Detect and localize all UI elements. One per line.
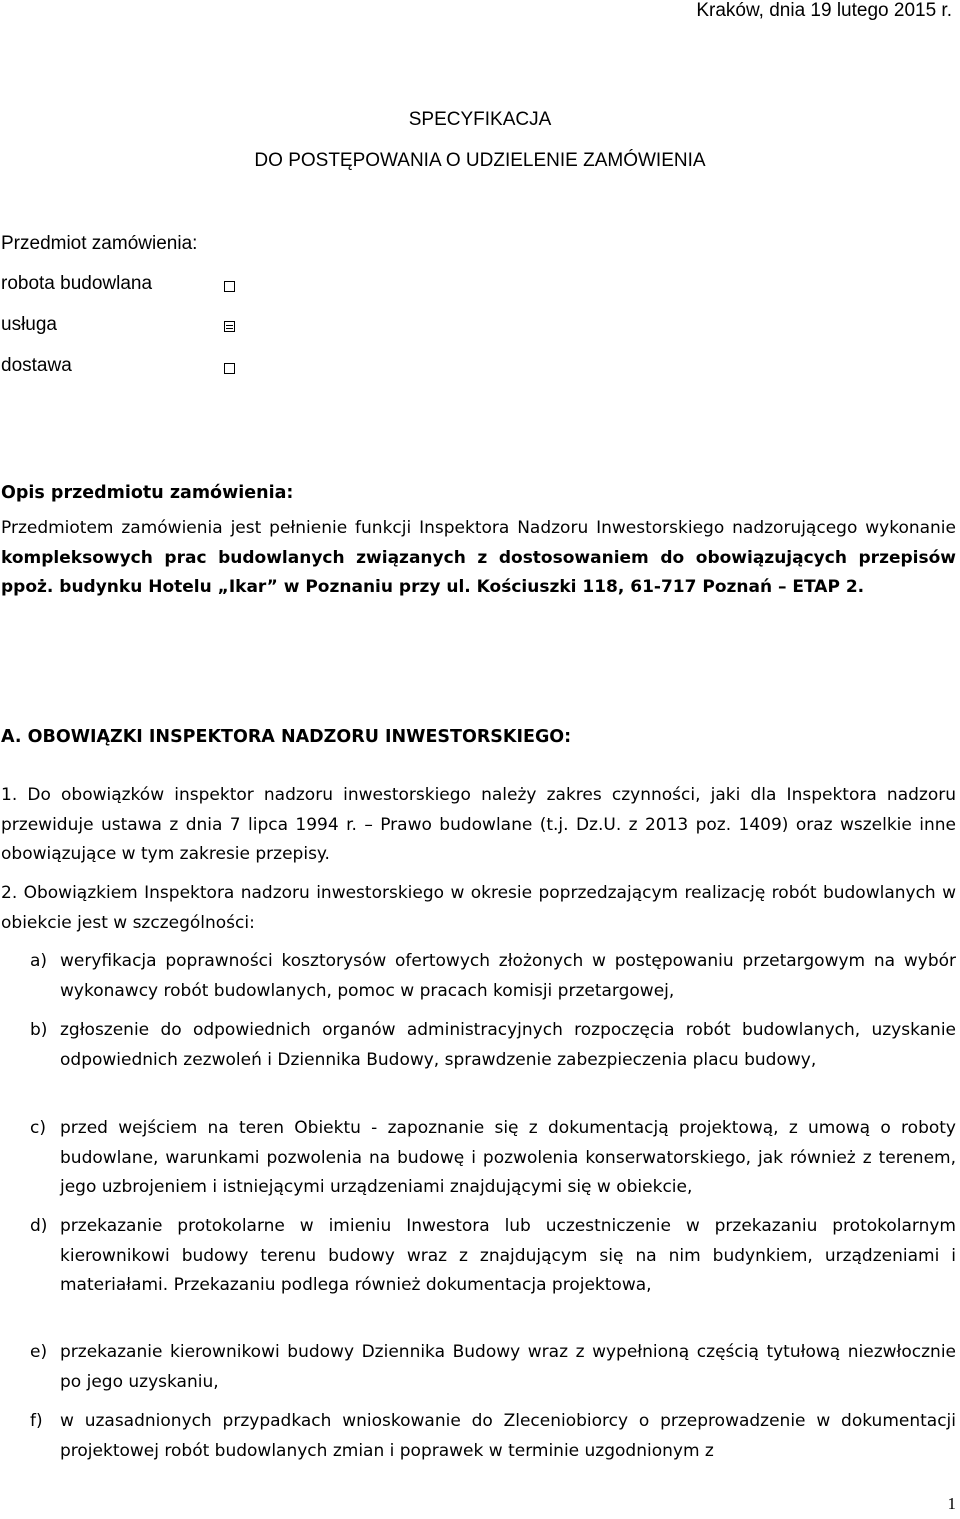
option-label-dostawa: dostawa [1,355,72,376]
document-date: Kraków, dnia 19 lutego 2015 r. [696,0,952,21]
checkbox-robota-budowlana[interactable] [224,281,235,292]
list-item-e [30,1338,956,1397]
subject-label: Przedmiot zamówienia: [1,233,198,254]
document-title: SPECYFIKACJA [408,109,552,130]
list-item-a [30,947,956,1006]
list-item-text: przekazanie kierownikowi budowy Dziennika Budowy wraz z wypełnioną częścią tytułową niezwłocznie po jego uzyskaniu, [60,1342,956,1392]
list-item-label: e) [30,1342,48,1362]
list-item-text: w uzasadnionych przypadkach wnioskowanie do Zleceniobiorcy o przeprowadzenie w dokumentacji projektowej robót budowlanych zmian i poprawek w terminie uzgodnionym z [60,1411,956,1461]
list-item-label: a) [30,951,48,971]
description-heading: Opis przedmiotu zamówienia: [1,483,294,503]
list-item-text: weryfikacja poprawności kosztorysów ofertowych złożonych w postępowaniu przetargowym na wybór wykonawcy robót budowlanych, pomoc w pracach komisji przetargowej, [60,951,956,1001]
list-item-c [30,1114,956,1203]
description-text [1,514,956,603]
description-bold: kompleksowych prac budowlanych związanych z dostosowaniem do obowiązujących przepisów ppoż. budynku Hotelu „Ikar” w Poznaniu przy ul. Kościuszki 118, 61-717 Poznań – ETAP 2. [1,547,956,597]
list-item-label: b) [30,1020,48,1040]
list-item-text: zgłoszenie do odpowiednich organów administracyjnych rozpoczęcia robót budowlanych, uzyskanie odpowiednich zezwoleń i Dziennika Budowy, sprawdzenie zabezpieczenia placu budowy, [60,1020,956,1070]
description-plain: Przedmiotem zamówienia jest pełnienie funkcji Inspektora Nadzoru Inwestorskiego nadzorującego wykonanie [1,518,956,538]
list-item-f [30,1407,956,1466]
list-item-label: f) [30,1411,43,1431]
list-item-text: przed wejściem na teren Obiektu - zapoznanie się z dokumentacją projektową, z umową o roboty budowlane, warunkami pozwolenia na budowę i pozwolenia konserwatorskiego, jak również z terenem, jego uzbrojeniem i istniejącymi urządzeniami znajdującymi się w obiekcie, [60,1118,956,1197]
list-item-b [30,1016,956,1075]
option-label-robota: robota budowlana [1,273,153,294]
option-label-usluga: usługa [1,314,57,335]
paragraph-1: 1. Do obowiązków inspektor nadzoru inwestorskiego należy zakres czynności, jaki dla Inspektora nadzoru przewiduje ustawa z dnia 7 lipca 1994 r. – Prawo budowlane (t.j. Dz.U. z 2013 poz. 1409) oraz wszelkie inne obowiązujące w tym zakresie przepisy. [1,785,956,864]
checkbox-dostawa[interactable] [224,363,235,374]
paragraph-2: 2. Obowiązkiem Inspektora nadzoru inwestorskiego w okresie poprzedzającym realizację robót budowlanych w obiekcie jest w szczególności: [1,883,956,933]
section-a-heading: A. OBOWIĄZKI INSPEKTORA NADZORU INWESTORSKIEGO: [1,727,572,747]
list-item-label: c) [30,1118,46,1138]
list-item-text: przekazanie protokolarne w imieniu Inwestora lub uczestniczenie w przekazaniu protokolarnym kierownikowi budowy terenu budowy wraz z znajdującym się na nim budynkiem, urządzeniami i materiałami. Przekazaniu podlega również dokumentacja projektowa, [60,1216,956,1295]
checkbox-usluga[interactable] [224,321,235,332]
page-number: 1 [947,1494,956,1513]
document-subtitle: DO POSTĘPOWANIA O UDZIELENIE ZAMÓWIENIA [254,150,706,171]
list-item-d [30,1212,956,1301]
list-item-label: d) [30,1216,48,1236]
